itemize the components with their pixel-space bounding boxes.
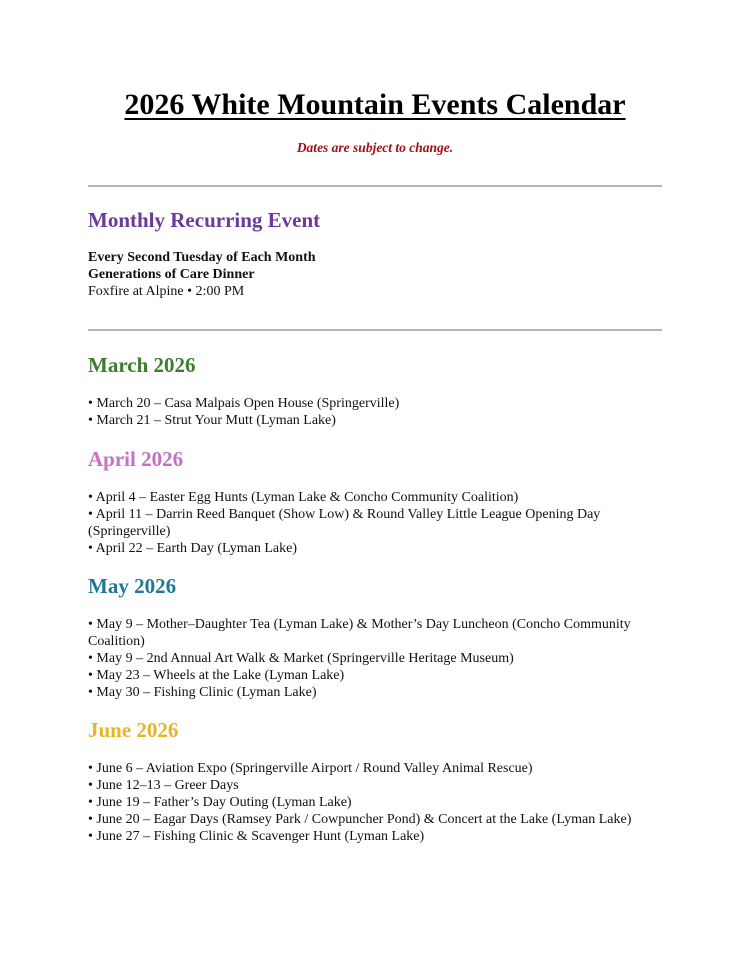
recurring-details: Foxfire at Alpine • 2:00 PM [88,284,245,299]
month-section [88,718,668,845]
event-item: • March 21 – Strut Your Mutt (Lyman Lake) [88,413,336,428]
month-heading: April 2026 [88,447,184,471]
month-section [88,447,668,557]
event-item: • April 22 – Earth Day (Lyman Lake) [88,541,298,556]
month-section [88,353,668,429]
event-item: • March 20 – Casa Malpais Open House (Springerville) [88,396,400,411]
event-item: • May 30 – Fishing Clinic (Lyman Lake) [88,685,317,700]
recurring-event-name: Generations of Care Dinner [88,267,255,282]
recurring-section [88,208,668,300]
recurring-schedule: Every Second Tuesday of Each Month [88,250,316,265]
divider [88,185,662,187]
subtitle-disclaimer: Dates are subject to change. [296,140,454,155]
event-item: • April 4 – Easter Egg Hunts (Lyman Lake & Concho Community Coalition) [88,490,519,505]
month-section [88,574,668,701]
event-item: • June 20 – Eagar Days (Ramsey Park / Cowpuncher Pond) & Concert at the Lake (Lyman Lake) [88,812,632,827]
event-item: • June 27 – Fishing Clinic & Scavenger Hunt (Lyman Lake) [88,829,425,844]
event-item: • May 9 – 2nd Annual Art Walk & Market (Springerville Heritage Museum) [88,651,514,666]
event-item: • June 19 – Father’s Day Outing (Lyman Lake) [88,795,352,810]
event-item: • June 12–13 – Greer Days [88,778,239,793]
page-title: 2026 White Mountain Events Calendar [124,88,626,121]
recurring-heading: Monthly Recurring Event [88,208,321,232]
event-item: • May 23 – Wheels at the Lake (Lyman Lake) [88,668,345,683]
month-heading: June 2026 [88,718,179,742]
month-heading: May 2026 [88,574,177,598]
event-item: • April 11 – Darrin Reed Banquet (Show Low) & Round Valley Little League Opening Day (Springerville) [88,507,601,539]
event-item: • May 9 – Mother–Daughter Tea (Lyman Lake) & Mother’s Day Luncheon (Concho Community Coalition) [88,617,631,649]
event-item: • June 6 – Aviation Expo (Springerville Airport / Round Valley Animal Rescue) [88,761,533,776]
month-heading: March 2026 [88,353,196,377]
divider [88,329,662,331]
